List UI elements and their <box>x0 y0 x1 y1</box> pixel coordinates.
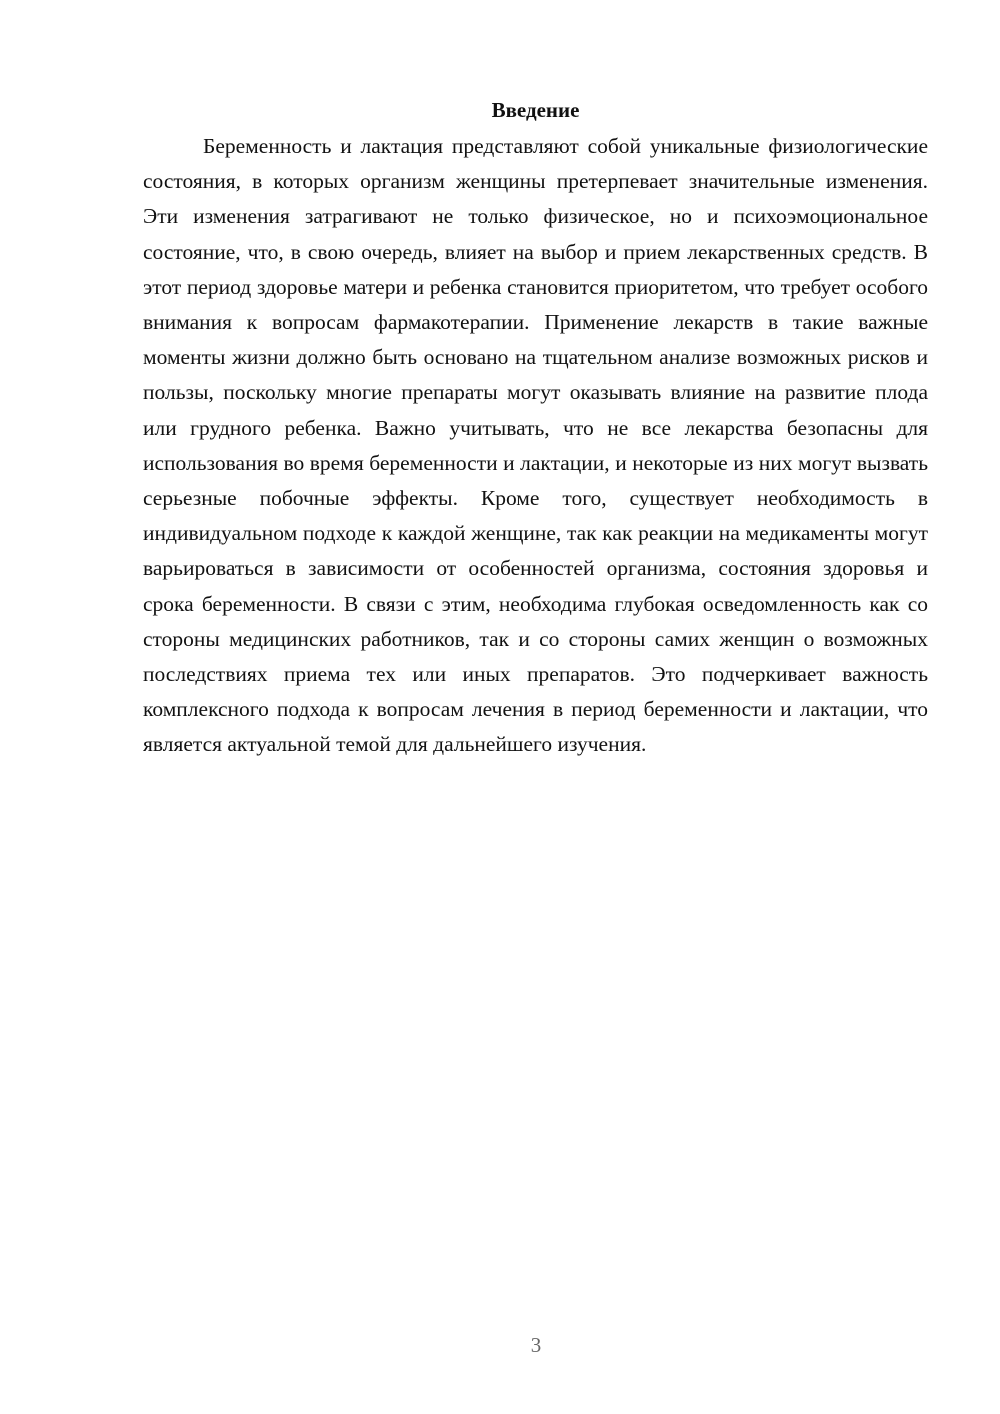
page-number: 3 <box>530 1333 542 1357</box>
section-title: Введение <box>491 98 580 122</box>
page-content <box>143 95 928 763</box>
body-paragraph: Беременность и лактация представляют собой уникальные физиологические состояния, в которых организм женщины претерпевает значительные изменения. Эти изменения затрагивают не только физическое, но и психоэмоциональное состояние, что, в свою очередь, влияет на выбор и прием лекарственных средств. В этот период здоровье матери и ребенка становится приоритетом, что требует особого внимания к вопросам фармакотерапии. Применение лекарств в такие важные моменты жизни должно быть основано на тщательном анализе возможных рисков и пользы, поскольку многие препараты могут оказывать влияние на развитие плода или грудного ребенка. Важно учитывать, что не все лекарства безопасны для использования во время беременности и лактации, и некоторые из них могут вызвать серьезные побочные эффекты. Кроме того, существует необходимость в индивидуальном подходе к каждой женщине, так как реакции на медикаменты могут варьироваться в зависимости от особенностей организма, состояния здоровья и срока беременности. В связи с этим, необходима глубокая осведомленность как со стороны медицинских работников, так и со стороны самих женщин о возможных последствиях приема тех или иных препаратов. Это подчеркивает важность комплексного подхода к вопросам лечения в период беременности и лактации, что является актуальной темой для дальнейшего изучения. <box>143 134 928 757</box>
